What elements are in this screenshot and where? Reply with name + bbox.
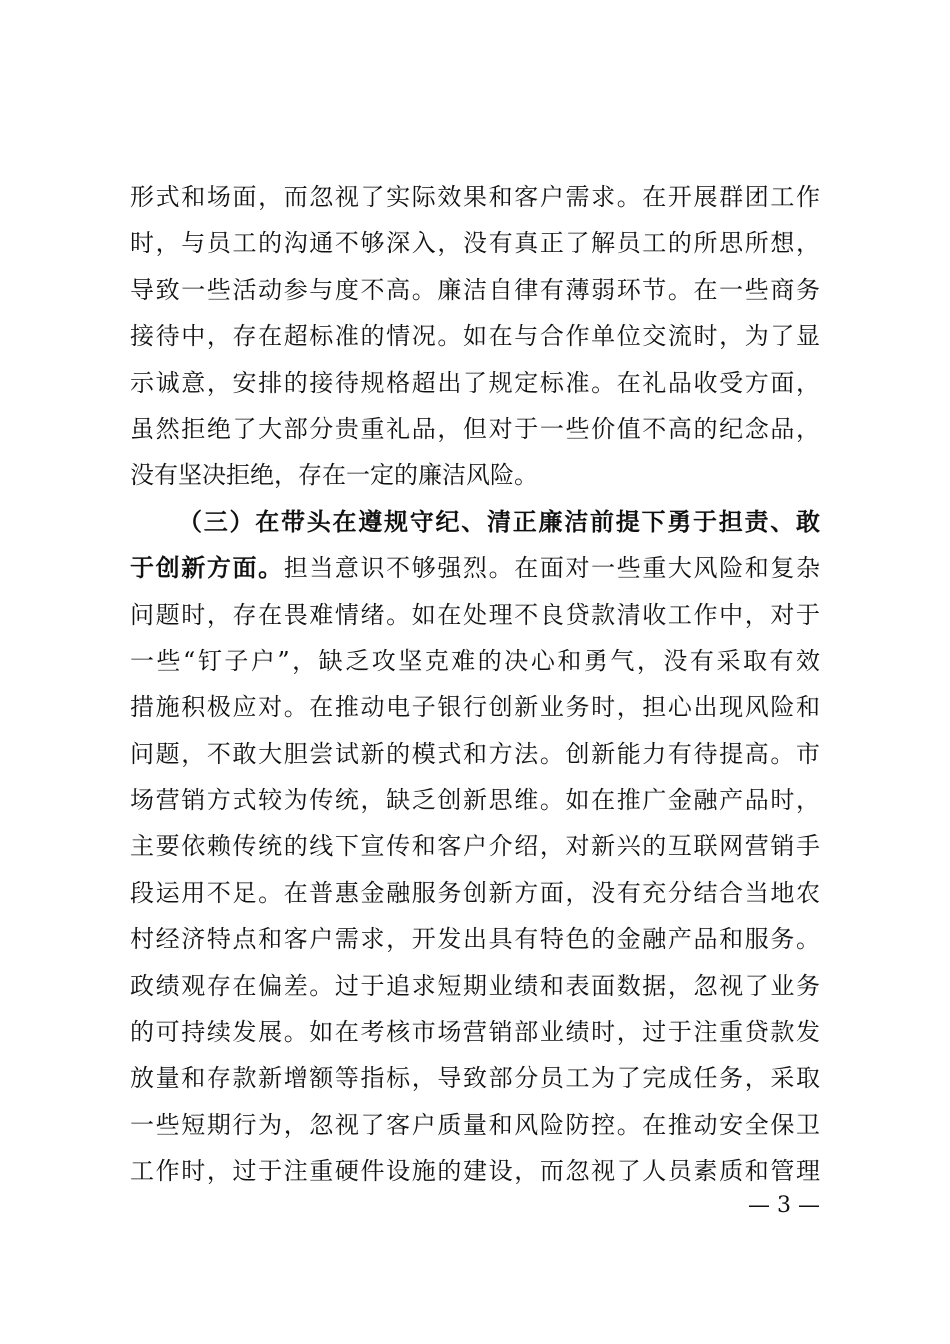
- text-line: 接待中，存在超标准的情况。如在与合作单位交流时，为了显: [130, 322, 820, 351]
- text-line: 场营销方式较为传统，缺乏创新思维。如在推广金融产品时，: [130, 786, 820, 815]
- text-line: 政绩观存在偏差。过于追求短期业绩和表面数据，忽视了业务: [130, 971, 820, 1000]
- text-line: 问题，不敢大胆尝试新的模式和方法。创新能力有待提高。市: [130, 739, 820, 768]
- text-line: 段运用不足。在普惠金融服务创新方面，没有充分结合当地农: [130, 878, 820, 907]
- text-line: 示诚意，安排的接待规格超出了规定标准。在礼品收受方面，: [130, 368, 820, 397]
- text-line: 一些“钉子户”，缺乏攻坚克难的决心和勇气，没有采取有效: [130, 646, 820, 675]
- section-heading: （三）在带头在遵规守纪、清正廉洁前提下勇于担责、敢: [178, 506, 820, 536]
- section-text: 担当意识不够强烈。在面对一些重大风险和复杂: [283, 554, 821, 583]
- page-number: — 3 —: [748, 1193, 820, 1218]
- text-line: 村经济特点和客户需求，开发出具有特色的金融产品和服务。: [130, 925, 820, 954]
- text-line: 虽然拒绝了大部分贵重礼品，但对于一些价值不高的纪念品，: [130, 414, 820, 443]
- text-line: 主要依赖传统的线下宣传和客户介绍，对新兴的互联网营销手: [130, 832, 820, 861]
- text-line: 问题时，存在畏难情绪。如在处理不良贷款清收工作中，对于: [130, 600, 820, 629]
- section-heading-continuation: [130, 545, 820, 591]
- text-line: 的可持续发展。如在考核市场营销部业绩时，过于注重贷款发: [130, 1018, 820, 1047]
- text-line: 工作时，过于注重硬件设施的建设，而忽视了人员素质和管理: [130, 1157, 820, 1186]
- text-line: 措施积极应对。在推动电子银行创新业务时，担心出现风险和: [130, 693, 820, 722]
- text-line: 时，与员工的沟通不够深入，没有真正了解员工的所思所想，: [130, 229, 820, 258]
- body-text: [130, 174, 820, 1195]
- text-line: 放量和存款新增额等指标，导致部分员工为了完成任务，采取: [130, 1064, 820, 1093]
- text-line: 一些短期行为，忽视了客户质量和风险防控。在推动安全保卫: [130, 1110, 820, 1139]
- text-line: 导致一些活动参与度不高。廉洁自律有薄弱环节。在一些商务: [130, 275, 820, 304]
- text-line: 形式和场面，而忽视了实际效果和客户需求。在开展群团工作: [130, 183, 820, 211]
- section-heading-tail: 于创新方面。: [130, 553, 284, 583]
- text-line: 没有坚决拒绝，存在一定的廉洁风险。: [130, 461, 538, 490]
